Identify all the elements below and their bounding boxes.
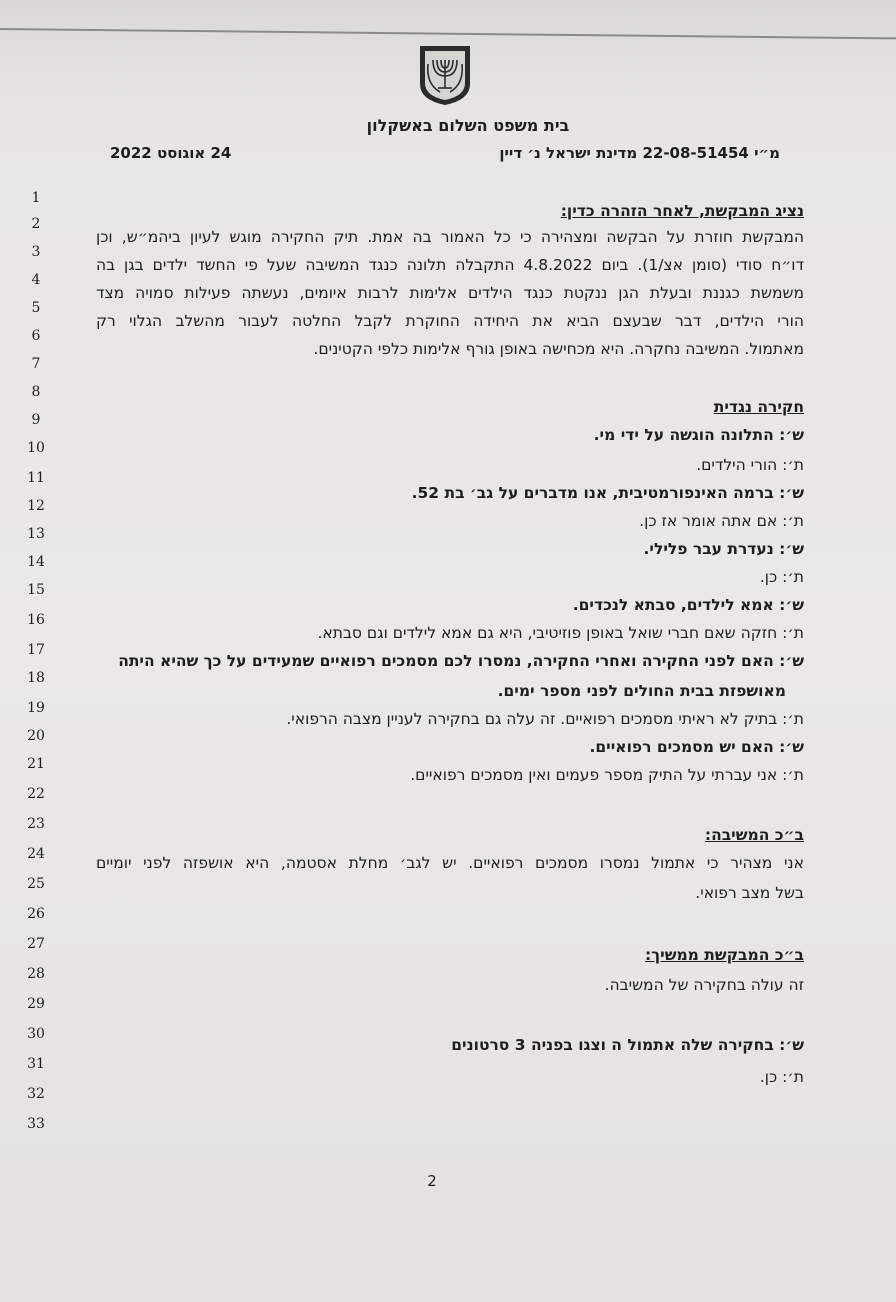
line-number: 1	[31, 190, 41, 206]
line-number: 27	[27, 936, 45, 952]
line-number: 2	[31, 216, 41, 232]
answer-line: ת׳: בתיק לא ראיתי מסמכים רפואיים. זה עלה גם בחקירה לעניין מצבה הרפואי.	[286, 710, 804, 728]
line-number: 21	[27, 756, 45, 772]
answer-line: ת׳: אני עברתי על התיק מספר פעמים ואין מסמכים רפואיים.	[410, 766, 804, 784]
page-number: 2	[427, 1172, 437, 1190]
section-heading-respondent-counsel: ב״כ המשיבה:	[704, 826, 804, 844]
line-number: 5	[31, 300, 41, 316]
court-name: בית משפט השלום באשקלון	[366, 116, 570, 135]
line-number: 31	[27, 1056, 45, 1072]
line-number: 10	[27, 440, 45, 456]
text-line-6: מאתמול. המשיבה נחקרה. היא מכחישה באופן גורף אלימות כלפי הקטינים.	[313, 340, 804, 358]
line-number: 9	[31, 412, 41, 428]
line-number: 12	[27, 498, 45, 514]
question-line: ש׳: התלונה הוגשה על ידי מי.	[593, 426, 804, 444]
line-number: 23	[27, 816, 45, 832]
line-number: 30	[27, 1026, 45, 1042]
question-line: ש׳: אמא לילדים, סבתא לנכדים.	[572, 596, 804, 614]
text-line-4: משמשת כגננת ובעלת הגן ננקטת כנגד הילדים אלימות לרבות איומים, נעשתה פעילות סמויה מצד	[96, 284, 804, 302]
line-number: 8	[31, 384, 41, 400]
text-line-24: אני מצהיר כי אתמול נמסרו מסמכים רפואיים. יש לגב׳ מחלת אסטמה, היא אושפזה לפני יומיים	[96, 854, 804, 872]
line-number: 22	[27, 786, 45, 802]
question-line: ש׳: נעדרת עבר פלילי.	[643, 540, 804, 558]
line-number: 4	[31, 272, 41, 288]
line-number: 14	[27, 554, 45, 570]
line-number: 28	[27, 966, 45, 982]
hearing-date: 24 אוגוסט 2022	[110, 144, 232, 162]
section-heading-cross-examination: חקירה נגדית	[713, 398, 804, 416]
line-number: 33	[27, 1116, 45, 1132]
answer-line: ת׳: כן.	[759, 1068, 804, 1086]
line-number: 6	[31, 328, 41, 344]
question-line: ש׳: האם יש מסמכים רפואיים.	[589, 738, 804, 756]
line-number: 13	[27, 526, 45, 542]
line-number: 32	[27, 1086, 45, 1102]
line-number: 24	[27, 846, 45, 862]
answer-line: ת׳: הורי הילדים.	[696, 456, 804, 474]
line-number: 11	[27, 470, 45, 486]
state-emblem-icon	[416, 44, 474, 106]
question-continuation: מאושפזת בבית החולים לפני מספר ימים.	[497, 682, 786, 700]
question-line: ש׳: ברמה האינפורמטיבית, אנו מדברים על גב׳ בת 52.	[411, 484, 804, 502]
line-number: 7	[31, 356, 41, 372]
text-line-28: זה עולה בחקירה של המשיבה.	[604, 976, 804, 994]
answer-line: ת׳: אם אתה אומר אז כן.	[639, 512, 804, 530]
line-number: 19	[27, 700, 45, 716]
page-edge-line	[0, 28, 896, 39]
line-number: 26	[27, 906, 45, 922]
answer-line: ת׳: חזקה שאם חברי שואל באופן פוזיטיבי, היא גם אמא לילדים וגם סבתא.	[317, 624, 804, 642]
question-line: ש׳: בחקירה שלה אתמול ה וצגו בפניה 3 סרטונים	[451, 1036, 804, 1054]
section-heading-applicant-counsel: ב״כ המבקשת ממשיך:	[644, 946, 804, 964]
text-line-2: המבקשת חוזרת על הבקשה ומצהירה כי כל האמור בה אמת. תיק החקירה מוגש לעיון ביהמ״ש, וכן	[96, 228, 804, 246]
text-line-25: בשל מצב רפואי.	[695, 884, 804, 902]
line-number: 20	[27, 728, 45, 744]
line-number: 25	[27, 876, 45, 892]
line-number: 15	[27, 582, 45, 598]
case-number: מ״י 22-08-51454 מדינת ישראל נ׳ דיין	[499, 144, 780, 162]
line-number: 16	[27, 612, 45, 628]
question-line: ש׳: האם לפני החקירה ואחרי החקירה, נמסרו לכם מסמכים רפואיים שמעידים על כך שהיא היתה	[118, 652, 804, 670]
case-header	[0, 144, 896, 166]
line-number: 18	[27, 670, 45, 686]
text-line-3: דו״ח סודי (סומן אצ/1). ביום 4.8.2022 התקבלה תלונה כנגד המשיבה שעל פי החשד ילדים בגן בה	[96, 256, 804, 274]
line-number: 29	[27, 996, 45, 1012]
line-number: 3	[31, 244, 41, 260]
section-heading-representative: נציג המבקשת, לאחר הזהרה כדין:	[560, 202, 804, 220]
text-line-5: הורי הילדים, דבר שבעצם הביא את היחידה החוקרת לקבל החלטה לעבור מהשלב הגלוי רק	[96, 312, 804, 330]
answer-line: ת׳: כן.	[759, 568, 804, 586]
line-number: 17	[27, 642, 45, 658]
